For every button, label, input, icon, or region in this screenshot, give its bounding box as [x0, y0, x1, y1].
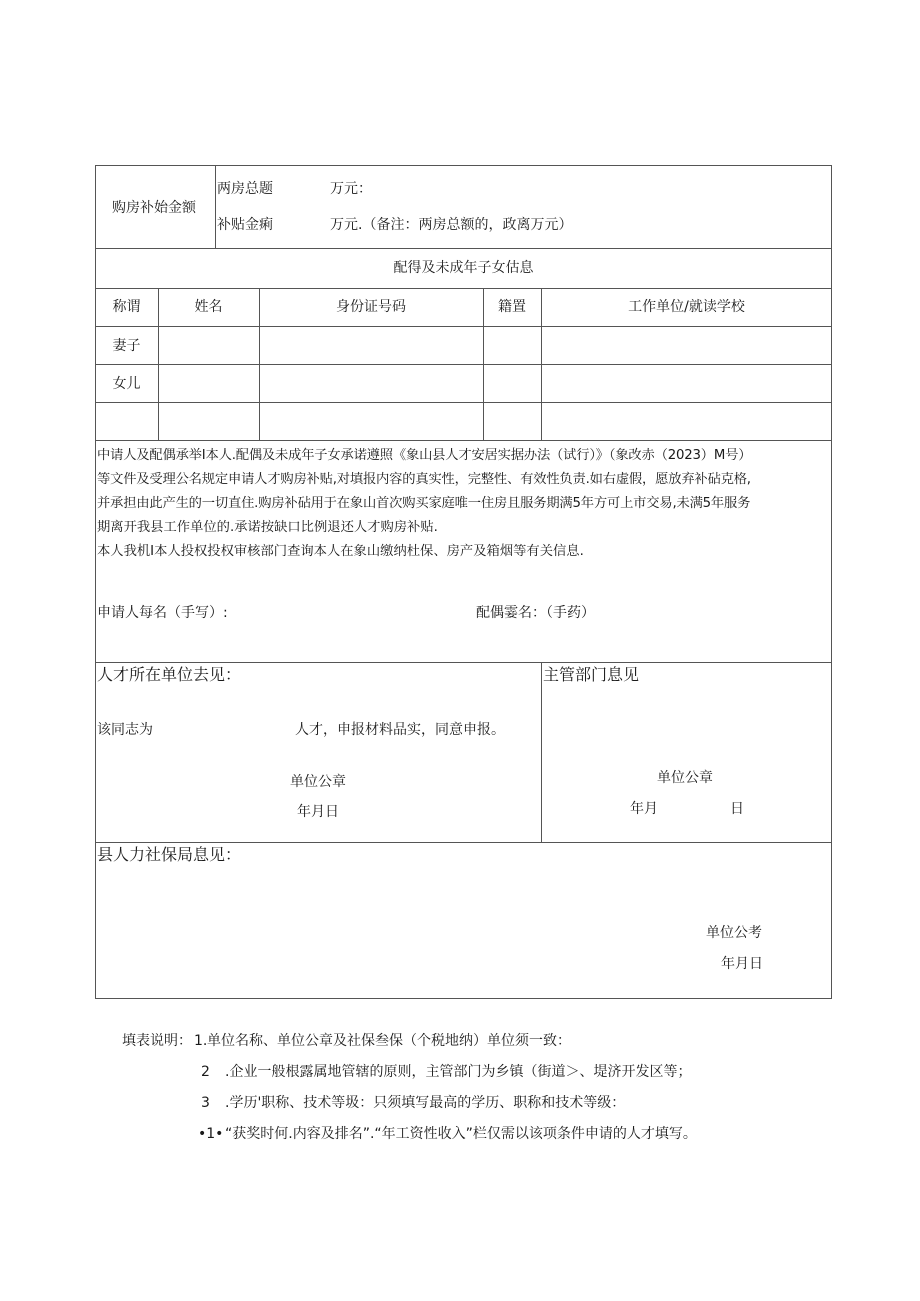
spouse-signature-label: 配偶霎名：（手药）: [476, 605, 595, 621]
declaration-line: 并承担由此产生的一切直住.购房补砧用于在象山首次购买家庭唯一住房且服务期满5年方可上市交易,未满5年服务: [97, 496, 751, 511]
unit-seal-label: 单位公章: [290, 774, 346, 790]
note-number: 2: [201, 1064, 210, 1080]
note-number: •1•: [198, 1126, 224, 1142]
note-text: .企业一般根露属地管辖的原则，主管部门为乡镇（街道＞、堤济开发区等；: [225, 1064, 692, 1080]
unit-date-label: 年月日: [297, 804, 339, 820]
header-workplace: 工作单位/就读学校: [628, 299, 745, 315]
declaration-line: 期离开我县工作单位的.承诺按缺口比例退还人才购房补贴.: [97, 520, 438, 535]
bureau-opinion-title: 县人力社保局息见：: [97, 845, 242, 864]
note-text: .学历'职称、技术等圾：只须填写最高的学历、职称和技术等级：: [225, 1095, 626, 1111]
subsidy-amount-text: 万元.（备注：两房总额的，政离万元）: [330, 217, 573, 233]
col-divider: [215, 165, 216, 248]
dept-date-day: 日: [730, 801, 744, 817]
col-divider: [541, 662, 542, 842]
row-divider: [95, 402, 832, 403]
total-price-unit: 万元：: [330, 181, 372, 197]
total-price-label: 两房总题: [217, 181, 273, 197]
family-section-title: 配得及未成年子女估息: [393, 260, 534, 276]
row-divider: [95, 326, 832, 327]
declaration-line: 中请人及配偶承举I本人.配偶及未成年子女承诺遵照《象山县人才安居实据办法（试行）》（象改赤（2023）M号）: [97, 448, 752, 463]
row-divider: [95, 364, 832, 365]
dept-opinion-title: 主管部门息见: [543, 665, 640, 684]
row-divider: [95, 288, 832, 289]
bureau-date-label: 年月日: [721, 956, 763, 972]
declaration-line: 本人我机I本人投权投权审核部门查询本人在象山缴纳杜保、房产及箱烟等有关信息.: [97, 544, 584, 559]
dept-date-month: 年月: [630, 801, 658, 817]
header-id-number: 身份证号码: [336, 299, 406, 315]
unit-opinion-prefix: 该同志为: [97, 722, 153, 738]
row-divider: [95, 662, 832, 663]
row-divider: [95, 440, 832, 441]
subsidy-label: 购房补始金额: [112, 200, 196, 216]
bureau-seal-label: 单位公考: [706, 925, 762, 941]
notes-heading: 填表说明：: [122, 1033, 192, 1049]
header-relation: 称谓: [112, 299, 141, 315]
header-name: 姓名: [194, 299, 223, 315]
header-origin: 籍置: [498, 299, 526, 315]
application-form-table: [95, 165, 832, 999]
unit-opinion-title: 人才所在单位去见：: [97, 665, 242, 684]
row-divider: [95, 842, 832, 843]
applicant-signature-label: 申请人每名（手写）:: [97, 605, 228, 621]
note-number: 3: [201, 1095, 210, 1111]
note-number: 1.: [194, 1033, 208, 1049]
relation-cell: 妻子: [112, 338, 141, 354]
subsidy-amount-label: 补贴金痢: [217, 217, 273, 233]
relation-cell: 女儿: [112, 376, 141, 392]
unit-opinion-suffix: 人才，申报材料品实，同意申报。: [295, 722, 505, 738]
dept-seal-label: 单位公章: [657, 770, 713, 786]
declaration-line: 等文件及受理公名规定申请人才购房补贴,对填报内容的真实性，完整性、有效性负责.如右虚假，愿放弃补砧克格,: [97, 472, 751, 487]
row-divider: [95, 248, 832, 249]
note-text: “获奖时何.内容及排名”.“年工资性收入”栏仅需以该项条件申请的人才填写。: [225, 1126, 697, 1142]
note-text: 单位名称、单位公章及社保叁保（个税地纳）单位须一致：: [207, 1033, 571, 1049]
